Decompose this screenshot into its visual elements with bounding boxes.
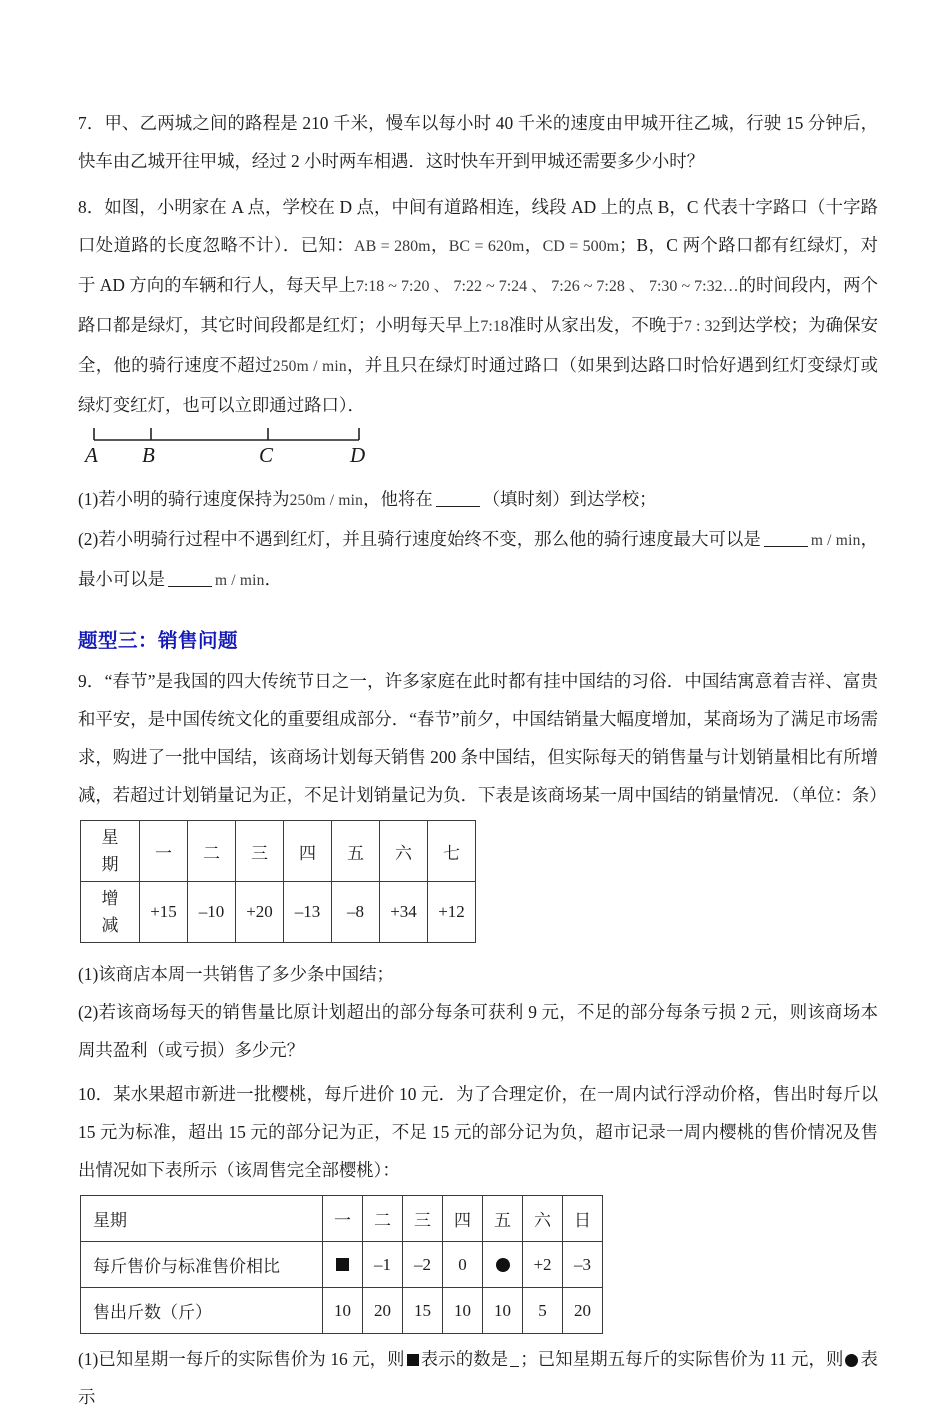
- cell-cherry-day-3: 三: [403, 1196, 443, 1242]
- circle-marker-inline-icon: [845, 1354, 858, 1367]
- arrival-deadline: 7 : 32: [683, 318, 721, 335]
- cell-pounds-4: 10: [443, 1288, 483, 1334]
- problem-8-number: 8．: [78, 197, 105, 217]
- row-header-weekday-char1: 星: [101, 828, 119, 847]
- problem-7-number: 7．: [78, 113, 105, 133]
- figure-label-d: D: [350, 443, 366, 467]
- row-header-change: [81, 882, 140, 943]
- table-weekly-sales: [80, 820, 476, 943]
- cell-pounds-2: 20: [363, 1288, 403, 1334]
- row-header-weekday: [81, 821, 140, 882]
- cell-price-diff-7: –3: [563, 1242, 603, 1288]
- cell-price-diff-5: [483, 1242, 523, 1288]
- problem-8-line3b: 到达学校；为确保安全，他的骑行速度不超过: [78, 315, 878, 375]
- cell-pounds-6: 5: [523, 1288, 563, 1334]
- cell-day-3: 三: [236, 821, 284, 882]
- table-row-cherry-days: [81, 1196, 603, 1242]
- cell-cherry-day-7: 日: [563, 1196, 603, 1242]
- cell-day-4: 四: [284, 821, 332, 882]
- cell-change-1: +15: [140, 882, 188, 943]
- row-label-pounds-sold: 售出斤数（斤）: [81, 1288, 323, 1334]
- problem-8-sub1-text-c: （填时刻）到达学校；: [482, 489, 657, 509]
- cell-cherry-day-2: 二: [363, 1196, 403, 1242]
- problem-8-line2a: ；B，C 两个路口都有红绿灯，对于 AD 方向的车辆和行人，每天早上: [78, 235, 878, 295]
- segment-cd-length: CD = 500m: [542, 238, 620, 255]
- cell-change-2: –10: [188, 882, 236, 943]
- problem-8-line2b: 的时间段内，两个路口都是绿灯，其它时间段都是红灯；小明每天早上: [78, 275, 878, 335]
- cell-pounds-1: 10: [323, 1288, 363, 1334]
- row-label-price-diff: 每斤售价与标准售价相比: [81, 1242, 323, 1288]
- row-header-change-char1: 增: [101, 889, 119, 908]
- cell-day-5: 五: [332, 821, 380, 882]
- problem-8-sub1-speed: 250m / min: [289, 492, 364, 509]
- row-header-change-char2: 减: [101, 916, 119, 935]
- problem-8-sub2-unit-1: m / min: [810, 532, 861, 549]
- cell-cherry-day-1: 一: [323, 1196, 363, 1242]
- problem-8-sub2-unit-2: m / min: [214, 572, 265, 589]
- table-row-price-diff: [81, 1242, 603, 1288]
- section-heading-sales: 题型三：销售问题: [78, 630, 239, 652]
- circle-marker-icon: [496, 1258, 510, 1272]
- cell-price-diff-1: [323, 1242, 363, 1288]
- problem-9: [78, 662, 887, 814]
- table-row-day-header: [81, 821, 476, 882]
- table-row-change: [81, 882, 476, 943]
- problem-10-sub1-text-d: 表示: [78, 1349, 878, 1407]
- answer-blank-8-2-max[interactable]: [764, 531, 808, 547]
- problem-10-sub1: [78, 1340, 878, 1416]
- segment-ab-length: AB = 280m: [354, 238, 431, 255]
- cell-change-4: –13: [284, 882, 332, 943]
- problem-8-sub1-text-b: ，他将在: [363, 489, 433, 509]
- answer-blank-8-2-min[interactable]: [168, 571, 212, 587]
- max-speed-limit: 250m / min: [272, 358, 347, 375]
- page-content: [78, 104, 887, 1416]
- figure-label-b: B: [142, 443, 155, 467]
- cell-price-diff-4: 0: [443, 1242, 483, 1288]
- answer-blank-8-1[interactable]: [436, 491, 480, 507]
- problem-8-sub2-text-c: ．: [264, 569, 283, 589]
- table-cherry-prices: [80, 1195, 603, 1334]
- cell-change-7: +12: [428, 882, 476, 943]
- problem-10-sub1-text-b: 表示的数是: [420, 1349, 509, 1369]
- row-header-weekday-char2: 期: [101, 855, 119, 874]
- cell-change-3: +20: [236, 882, 284, 943]
- problem-10: [78, 1075, 878, 1189]
- green-light-time-ranges: 7:18 ~ 7:20 、 7:22 ~ 7:24 、 7:26 ~ 7:28 、 7:30 ~ 7:32…: [355, 278, 739, 295]
- cell-change-5: –8: [332, 882, 380, 943]
- problem-10-text: 某水果超市新进一批樱桃，每斤进价 10 元．为了合理定价，在一周内试行浮动价格，售出时每斤以 15 元为标准，超出 15 元的部分记为正，不足 15 元的部分记为负，超市记录一周内樱桃的售价情况及售出情况如下表所示（该周售完全部樱桃）：: [78, 1084, 878, 1180]
- problem-8: 8．如图，小明家在 A 点，学校在 D 点，中间有道路相连，线段 AD 上的点 B，C 代表十字路口（十字路口处道路的长度忽略不计）．已知：AB = 280m，BC = 620m，CD = 500m；B，C 两个路口都有红绿灯，对于 AD 方向的车辆和行人，每天早上7:18 ~ 7:20 、 7:22 ~ 7:24 、 7:26 ~ 7:28 、 7:30 ~ 7:32…的时间段内，两个路口都是绿灯，其它时间段都是红灯；小明每天早上7:18准时从家出发，不晚于7 : 32到达学校；为确保安全，他的骑行速度不超过250m / min，并且只在绿灯时通过路口（如果到达路口时恰好遇到红灯变绿灯或绿灯变红灯，也可以立即通过路口）．: [78, 197, 878, 415]
- cell-price-diff-6: +2: [523, 1242, 563, 1288]
- segment-bc-length: BC = 620m: [448, 238, 525, 255]
- cell-price-diff-2: –1: [363, 1242, 403, 1288]
- problem-8-sub2-text-b: ，最小可以是: [78, 529, 878, 589]
- cell-price-diff-3: –2: [403, 1242, 443, 1288]
- problem-8-sub2-text-a: (2)若小明骑行过程中不遇到红灯，并且骑行速度始终不变，那么他的骑行速度最大可以是: [78, 529, 761, 549]
- square-marker-inline-icon: [407, 1354, 419, 1366]
- departure-time: 7:18: [480, 318, 509, 335]
- problem-10-number: 10．: [78, 1084, 114, 1104]
- problem-9-text: “春节”是我国的四大传统节日之一，许多家庭在此时都有挂中国结的习俗．中国结寓意着吉祥、富贵和平安，是中国传统文化的重要组成部分．“春节”前夕，中国结销量大幅度增加，某商场为了满足市场需求，购进了一批中国结，该商场计划每天销售 200 条中国结，但实际每天的销售量与计划销量相比有所增减，若超过计划销量记为正，不足计划销量记为负．下表是该商场某一周中国结的销量情况．（单位：条）: [78, 671, 887, 805]
- cell-pounds-5: 10: [483, 1288, 523, 1334]
- problem-8-line3c: ，并且只在绿灯时通过路口（如果到达路口时恰好遇到红灯变绿灯或绿灯变红灯，也可以立即通过路口）．: [78, 355, 878, 415]
- cell-pounds-3: 15: [403, 1288, 443, 1334]
- problem-9-number: 9．: [78, 671, 105, 691]
- cell-day-6: 六: [380, 821, 428, 882]
- square-marker-icon: [336, 1258, 349, 1271]
- figure-label-a: A: [85, 443, 98, 467]
- cell-day-7: 七: [428, 821, 476, 882]
- table-row-pounds-sold: [81, 1288, 603, 1334]
- answer-blank-10-1[interactable]: [510, 1351, 519, 1367]
- problem-8-sub1-text-a: (1)若小明的骑行速度保持为: [78, 489, 290, 509]
- cell-day-1: 一: [140, 821, 188, 882]
- problem-8-sub2: [78, 520, 878, 600]
- problem-7: [78, 104, 878, 180]
- cell-day-2: 二: [188, 821, 236, 882]
- problem-9-sub1: (1)该商店本周一共销售了多少条中国结；: [78, 964, 394, 984]
- cell-change-6: +34: [380, 882, 428, 943]
- problem-7-text: 甲、乙两城之间的路程是 210 千米，慢车以每小时 40 千米的速度由甲城开往乙城，行驶 15 分钟后，快车由乙城开往甲城，经过 2 小时两车相遇．这时快车开到甲城还需要多少小时？: [78, 113, 878, 171]
- segment-figure-svg: [78, 426, 498, 450]
- cell-cherry-day-5: 五: [483, 1196, 523, 1242]
- segment-figure-abcd: [78, 426, 498, 472]
- problem-9-sub2: (2)若该商场每天的销售量比原计划超出的部分每条可获利 9 元，不足的部分每条亏损 2 元，则该商场本周共盈利（或亏损）多少元？: [78, 1002, 878, 1060]
- cell-pounds-7: 20: [563, 1288, 603, 1334]
- figure-label-c: C: [259, 443, 274, 467]
- problem-8-sub1: [78, 480, 878, 520]
- cell-cherry-day-4: 四: [443, 1196, 483, 1242]
- problem-8-line3a: 准时从家出发，不晚于: [508, 315, 684, 335]
- problem-10-sub1-text-a: (1)已知星期一每斤的实际售价为 16 元，则: [78, 1349, 405, 1369]
- problem-8-line1: 如图，小明家在 A 点，学校在 D 点，中间有道路相连，线段 AD 上的点 B，C 代表十字路口（十字路口处道路的长度忽略不计）．已知：: [78, 197, 878, 255]
- problem-10-sub1-text-c: ；已知星期五每斤的实际售价为 11 元，则: [520, 1349, 844, 1369]
- cell-cherry-day-6: 六: [523, 1196, 563, 1242]
- row-label-weekday: 星期: [81, 1196, 323, 1242]
